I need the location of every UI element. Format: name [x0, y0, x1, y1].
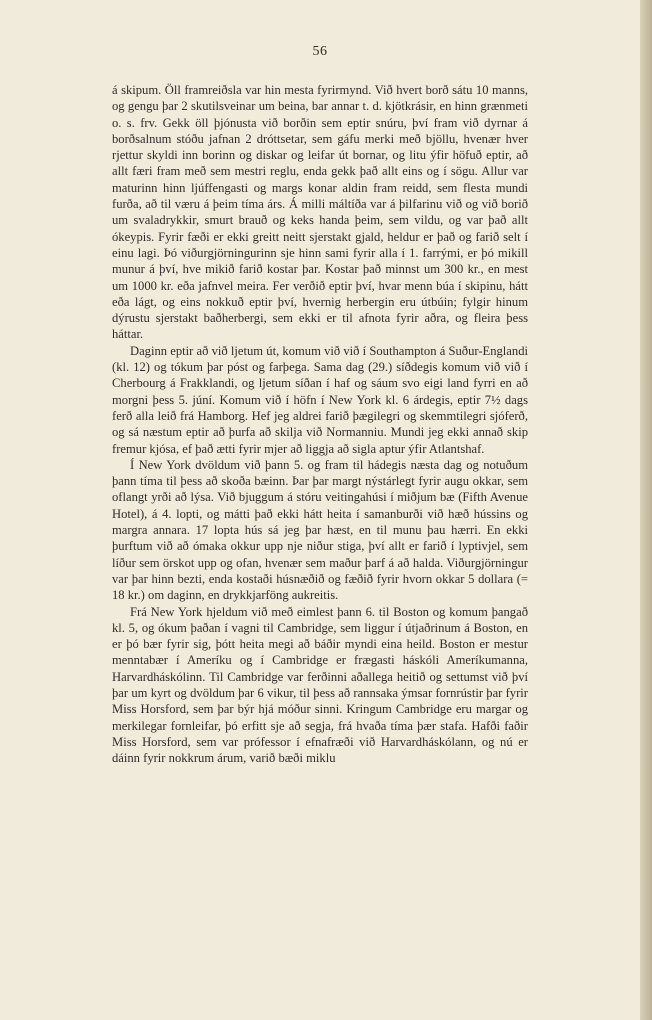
page-body-text	[112, 82, 528, 766]
page-edge	[640, 0, 652, 1020]
paragraph-3: Í New York dvöldum við þann 5. og fram til hádegis næsta dag og notuðum þann tíma til þess að skoða bæinn. Þar þar margt nýstárlegt fyrir augu okkar, sem oflangt yrði að lýsa. Við bjuggum á stóru veitingahúsi í miðjum bæ (Fifth Avenue Hotel), á 4. lopti, og mátti það ekki hátt heita í samanburði við hæð hússins og margra annara. 17 lopta hús sá jeg þar hæst, en til munu þau hærri. En ekki þurftum við að ómaka okkur upp nje niður stiga, því allt er farið í lyptivjel, sem líður sem örskot upp og ofan, hvenær sem maður þarf á að halda. Viðurgjörningur var þar hinn bezti, enda kostaði húsnæðið og fæðið fyrir hvorn okkar 5 dollara (= 18 kr.) om daginn, en drykkjarföng aukreitis.	[112, 457, 528, 603]
paragraph-2: Daginn eptir að við ljetum út, komum við við í Southampton á Suður-Englandi (kl. 12) og tókum þar póst og farþega. Sama dag (29.) síðdegis komum við við í Cherbourg á Frakklandi, og ljetum síðan í haf og sáum svo eigi land fyrri en að morgni þess 5. júní. Komum við í höfn í New York kl. 6 árdegis, eptir 7½ dags ferð alla leið frá Hamborg. Hef jeg aldrei farið þægilegri og skemmtilegri sjóferð, og sá næstum eptir að þurfa að skilja við Normanniu. Mundi jeg ekki annað skip fremur kjósa, ef það ætti fyrir mjer að liggja að sigla aptur ýfir Atlantshaf.	[112, 343, 528, 456]
paragraph-4: Frá New York hjeldum við með eimlest þann 6. til Boston og komum þangað kl. 5, og ókum þaðan í vagni til Cambridge, sem liggur í útjaðrinum á Boston, en er þó bær fyrir sig, þótt heita megi að báðir myndi eina heild. Boston er mestur menntabær í Ameríku og í Cambridge er frægasti háskóli Ameríkumanna, Harvardháskólinn. Til Cambridge var ferðinni aðallega heitið og settumst við því þar um kyrt og dvöldum þar 6 vikur, til þess að rannsaka ýmsar fornrústir þar fyrir Miss Horsford, sem þar býr hjá móður sinni. Kringum Cambridge eru margar og merkilegar fornleifar, þó erfitt sje að segja, frá hvaða tíma þær stafa. Hafði faðir Miss Horsford, sem var prófessor í efnafræði við Harvardháskólann, og nú er dáinn fyrir nokkrum árum, varið bæði miklu	[112, 604, 528, 766]
page-number: 56	[312, 44, 328, 59]
paragraph-1: á skipum. Öll framreiðsla var hin mesta fyrirmynd. Við hvert borð sátu 10 manns, og gengu þar 2 skutilsveinar um beina, bar annar t. d. kjötkrásir, en hinn grænmeti o. s. frv. Gekk öll þjónusta við borðin sem eptir snúru, því fram við dyrnar á borðsalnum stóðu jafnan 2 dróttsetar, sem gáfu merki með bjöllu, hvenær hver rjettur skyldi inn borinn og diskar og leifar út bornar, og litu ýfir höfuð eptir, að allt færi fram með sem mestri reglu, enda gekk það allt eins og í sögu. Allur var maturinn hinn ljúffengasti og margs konar aldin fram reidd, sem flesta mundi furða, að til væru á þeim tíma árs. Á milli máltíða var á þilfarinu við og við borið um svaladrykkir, smurt brauð og keks handa þeim, sem vildu, og var það allt ókeypis. Fyrir fæði er ekki greitt neitt sjerstakt gjald, heldur er það og farið selt í einu lagi. Þó viðurgjörningurinn sje hinn sami fyrir alla í 1. farrými, er þó mikill munur á því, hve mikið farið kostar þar. Kostar það minnst um 300 kr., en mest um 1000 kr. eða jafnvel meira. Fer verðið eptir því, hvar menn búa í skipinu, hátt eða lágt, og eins nokkuð eptir því, hvernig herbergin eru útbúin; fylgir hinum dýrustu sjerstakt baðherbergi, sem ekki er til afnota fyrir aðra, og fleira þess háttar.	[112, 83, 528, 342]
